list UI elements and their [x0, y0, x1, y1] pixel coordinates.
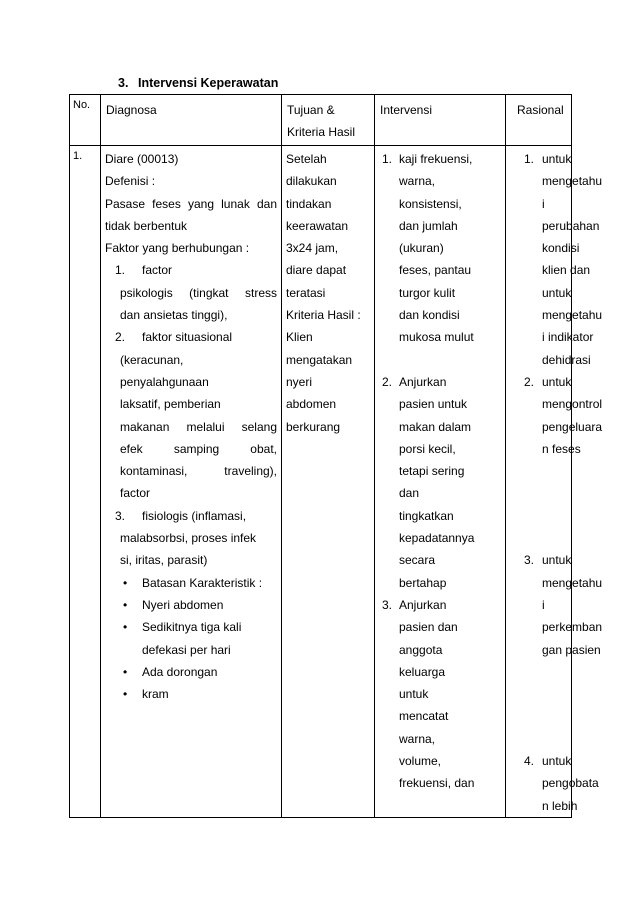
diagnosa-line: tidak berbentuk — [105, 218, 188, 233]
intervensi-line: anggota — [399, 642, 443, 657]
characteristic-bullet: • Sedikitnya tiga kali — [105, 616, 277, 638]
characteristic-bullet: • Batasan Karakteristik : — [105, 572, 277, 594]
header-diagnosa: Diagnosa — [101, 95, 282, 146]
header-tujuan — [282, 95, 375, 146]
characteristic-bullet: • Nyeri abdomen — [105, 594, 277, 616]
rasional-line: 3. untuk — [524, 553, 572, 568]
diagnosa-line: Faktor yang berhubungan : — [105, 241, 250, 256]
rasional-line: n lebih — [542, 798, 578, 813]
rasional-line: klien dan — [542, 263, 591, 278]
rasional-line: mengetahu — [542, 575, 603, 590]
intervensi-line: 3. Anjurkan — [382, 597, 447, 612]
rasional-line: mengetahu — [542, 308, 603, 323]
intervention-table — [69, 94, 603, 818]
factor-item-3: 3. fisiologis (inflamasi, — [115, 508, 247, 523]
intervensi-line: kepadatannya — [399, 531, 475, 546]
intervensi-line: mukosa mulut — [399, 330, 474, 345]
diagnosa-line: makanan melalui selang — [120, 419, 277, 434]
factor-item-1: 1. factor — [115, 263, 173, 278]
diagnosa-line: Diare (00013) — [105, 152, 179, 166]
intervensi-line: warna, — [399, 731, 436, 746]
intervensi-line: turgor kulit — [399, 285, 456, 300]
rasional-line: mengontrol — [542, 397, 603, 412]
tujuan-line: teratasi — [286, 285, 326, 300]
diagnosa-line: psikologis (tingkat stress — [120, 285, 277, 300]
tujuan-line: berkurang — [286, 419, 341, 434]
rasional-line: gan pasien — [542, 642, 601, 657]
intervensi-line: dan — [399, 486, 420, 501]
characteristic-bullet: • kram — [105, 683, 277, 705]
cell-tujuan — [282, 146, 375, 818]
rasional-line: pengeluara — [542, 419, 603, 434]
cell-intervensi — [375, 146, 506, 818]
rasional-line: kondisi — [542, 241, 580, 256]
rasional-line: 1. untuk — [524, 152, 572, 166]
tujuan-line: Setelah — [286, 152, 327, 166]
tujuan-line: mengatakan — [286, 352, 353, 367]
intervensi-line: tingkatkan — [399, 508, 454, 523]
diagnosa-line: si, iritas, parasit) — [120, 553, 208, 568]
tujuan-line: dilakukan — [286, 174, 337, 189]
rasional-line: dehidrasi — [542, 352, 591, 367]
intervensi-line: mencatat — [399, 709, 449, 724]
intervensi-line: keluarga — [399, 664, 446, 679]
rasional-line: mengetahu — [542, 174, 603, 189]
rasional-line: i indikator — [542, 330, 594, 345]
intervensi-line: feses, pantau — [399, 263, 472, 278]
tujuan-line: tindakan — [286, 196, 332, 211]
cell-no: 1. — [70, 146, 101, 818]
tujuan-line: 3x24 jam, — [286, 241, 339, 256]
diagnosa-line: malabsorbsi, proses infek — [120, 531, 257, 546]
intervensi-line: warna, — [399, 174, 436, 189]
diagnosa-line: defekasi per hari — [142, 642, 231, 657]
table-header-row — [70, 95, 572, 146]
header-tujuan-line1: Tujuan & — [287, 103, 335, 117]
intervensi-line: porsi kecil, — [399, 441, 456, 456]
intervensi-line: untuk — [399, 687, 429, 702]
intervensi-line: dan kondisi — [399, 308, 460, 323]
intervensi-line: makan dalam — [399, 419, 472, 434]
rasional-line: i — [542, 196, 545, 211]
table-row — [70, 146, 572, 818]
rasional-line: untuk — [542, 285, 572, 300]
rasional-line: i — [542, 597, 545, 612]
intervensi-line: frekuensi, dan — [399, 776, 475, 791]
diagnosa-line: Defenisi : — [105, 174, 156, 189]
intervensi-line: tetapi sering — [399, 464, 465, 479]
tujuan-line: diare dapat — [286, 263, 347, 278]
tujuan-line: Klien — [286, 330, 313, 345]
intervensi-line: secara — [399, 553, 436, 568]
diagnosa-line: dan ansietas tinggi), — [120, 308, 228, 323]
rasional-line: pengobata — [542, 776, 599, 791]
rasional-line: n feses — [542, 441, 581, 456]
section-heading — [118, 76, 278, 90]
diagnosa-line: factor — [120, 486, 151, 501]
rasional-line: perkemban — [542, 620, 603, 635]
rasional-line: 2. untuk — [524, 374, 572, 389]
rasional-line: 4. untuk — [524, 754, 572, 769]
rasional-line: perubahan — [542, 218, 600, 233]
intervensi-line: 1. kaji frekuensi, — [382, 152, 473, 166]
diagnosa-line: efek samping obat, — [120, 441, 277, 456]
tujuan-line: keerawatan — [286, 218, 349, 233]
intervensi-line: bertahap — [399, 575, 447, 590]
intervensi-line: 2. Anjurkan — [382, 374, 447, 389]
tujuan-line: nyeri — [286, 374, 313, 389]
diagnosa-line: penyalahgunaan — [120, 374, 209, 389]
intervensi-line: konsistensi, — [399, 196, 462, 211]
characteristic-bullet: • Ada dorongan — [105, 661, 277, 683]
section-number: 3. — [118, 76, 129, 90]
header-rasional: Rasional — [506, 95, 572, 146]
cell-rasional — [506, 146, 603, 818]
section-title: Intervensi Keperawatan — [138, 76, 279, 90]
tujuan-line: Kriteria Hasil : — [286, 308, 361, 323]
diagnosa-line: kontaminasi, traveling), — [120, 464, 277, 479]
intervensi-line: dan jumlah — [399, 218, 458, 233]
diagnosa-line: (keracunan, — [120, 352, 184, 367]
header-no: No. — [70, 95, 101, 146]
tujuan-line: abdomen — [286, 397, 337, 412]
intervensi-line: volume, — [399, 754, 442, 769]
intervensi-line: pasien dan — [399, 620, 458, 635]
intervensi-line: (ukuran) — [399, 241, 444, 256]
diagnosa-line: laksatif, pemberian — [120, 397, 221, 412]
intervensi-line: pasien untuk — [399, 397, 468, 412]
factor-item-2: 2. faktor situasional — [115, 330, 233, 345]
diagnosa-line: Pasase feses yang lunak dan — [105, 196, 277, 211]
header-tujuan-line2: Kriteria Hasil — [287, 125, 356, 139]
cell-diagnosa — [101, 146, 282, 818]
header-intervensi: Intervensi — [375, 95, 506, 146]
